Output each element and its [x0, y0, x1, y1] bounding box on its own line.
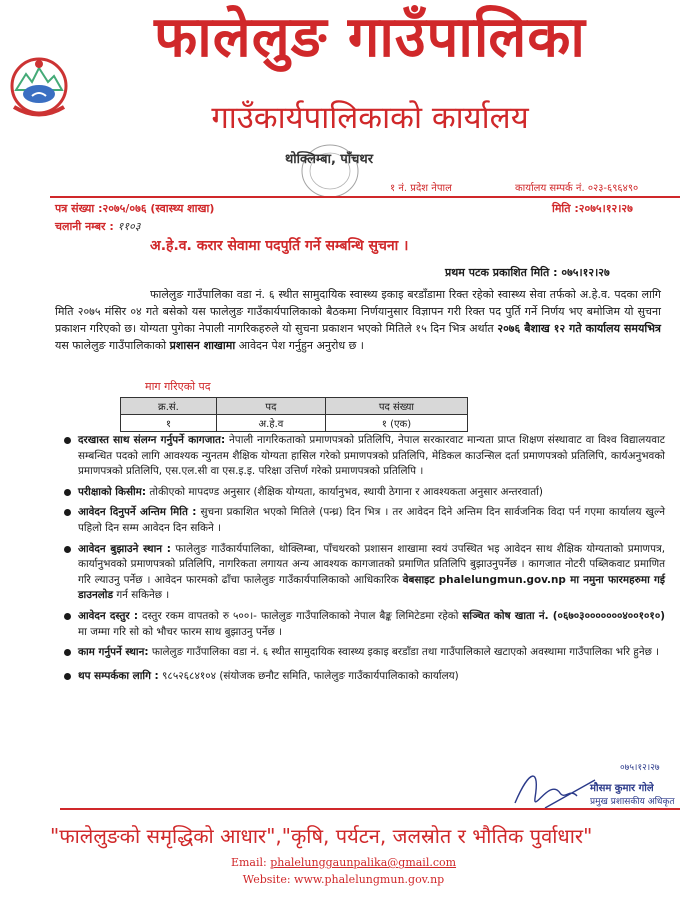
- nepal-emblem-logo: [8, 52, 70, 122]
- footer-slogan: "फालेलुङको समृद्धिको आधार","कृषि, पर्यटन, जलस्रोत र भौतिक पुर्वाधार": [50, 824, 593, 848]
- bullet-icon: [64, 649, 71, 656]
- cell-count: १ (एक): [325, 415, 467, 432]
- website-label: Website:: [242, 873, 291, 886]
- list-item: [60, 485, 665, 501]
- item-text: सुचना प्रकाशित भएको मितिले (पन्ध्र) दिन भित्र । तर आवेदन दिने अन्तिम दिन सार्वजनिक विदा पर्न गएमा कार्यालय खुल्ने पहिलो दिन सम्म आवेदन दिन सकिने ।: [78, 506, 665, 534]
- notice-body: [55, 286, 661, 354]
- footer-divider: [60, 808, 680, 810]
- body-text-2: यस फालेलुङ गाउँपालिकाको: [55, 339, 167, 352]
- item-website-text: वेबसाइट phalelungmun.gov.np मा नमुना फारमहरुमा गई डाउनलोड: [78, 573, 665, 602]
- bullet-icon: [64, 673, 71, 680]
- signatory-name: मौसम कुमार गोले: [590, 783, 654, 794]
- dispatch-number: [55, 219, 141, 234]
- item-text: दस्तुर रकम वापतको रु ५००।- फालेलुङ गाउँपालिकाको नेपाल बैङ्क लिमिटेडमा रहेको: [141, 609, 459, 622]
- body-admin-section: प्रशासन शाखामा: [169, 339, 236, 352]
- bullet-icon: [64, 546, 71, 553]
- item-text: नेपाली नागरिकताको प्रमाणपत्रको प्रतिलिपि, नेपाल सरकारवाट मान्यता प्राप्त शिक्षण संस्थावाट वा विश्व विद्यालयवाट सम्बन्धित पदको लागि आवश्यक न्युनतम शैक्षिक योग्यता हासिल गरेको प्रमाणपत्रको प्रतिलिपि, मेडिकल काउन्सिल दर्ता प्रमाणपत्रको प्रतिलिपि, कार्यअनुभवको प्रमाणपत्रको प्रतिलिपि, एस.एल.सी वा एस.इ.इ. परिक्षा उत्तिर्ण गरेको प्रमाणपत्रको प्रतिलिपि ।: [78, 434, 665, 478]
- body-text-1: फालेलुङ गाउँपालिका वडा नं. ६ स्थीत सामुदायिक स्वास्थ्य इकाइ बरडाँडामा रिक्त रहेको स्वास्थ्य सेवा तर्फको अ.हे.व. पदका लागि मिति २०७५ मंसिर ०४ गते बसेको यस फालेलुङ गाउँकार्यपालिकाको बैठकमा निर्णयानुसार विज्ञापन गरी रिक्त पद पुर्ति गर्ने निर्णय भए बमोजिम यो सुचना प्रकाशन गरिएको छ। योग्यता पुगेका नेपाली नागरिकहरुले यो सुचना प्रकाशन भएको मितिले १५ दिन भित्र अर्थात: [55, 288, 661, 335]
- item-text: ९८५२६८४१०४ (संयोजक छनौट समिति, फालेलुङ गाउँकार्यपालिकाको कार्यालय): [162, 669, 459, 682]
- list-item: [60, 542, 665, 604]
- bullet-icon: [64, 489, 71, 496]
- item-text-tail: गर्न सकिनेछ ।: [116, 589, 170, 602]
- list-item: [60, 669, 665, 685]
- email-label: Email:: [230, 856, 267, 869]
- item-account-text: सञ्चित कोष खाता नं. (०६७०३०००००००४००१०१०): [462, 609, 665, 622]
- requirement-list: [60, 433, 665, 689]
- item-text: फालेलुङ गाउँपालिका वडा नं. ६ स्थीत सामुदायिक स्वास्थ्य इकाइ बरडाँडा तथा गाउँपालिकाले खटाएको अवस्थामा गाउँपालिका भरि हुनेछ ।: [151, 646, 660, 659]
- item-label: आवेदन दिनुपर्ने अन्तिम मिति :: [78, 506, 197, 519]
- notice-heading: अ.हे.व. करार सेवामा पदपुर्ति गर्ने सम्बन्धि सुचना ।: [150, 238, 409, 254]
- cell-post: अ.हे.व: [216, 415, 325, 432]
- item-label: काम गर्नुपर्ने स्थान:: [78, 646, 149, 659]
- item-text: फालेलुङ गाउँकार्यपालिका, थोक्लिम्बा, पाँचथरको प्रशासन शाखामा स्वयं उपस्थित भइ आवेदन साथ शैक्षिक योग्यताको प्रमाणपत्र, कार्यानुभवको प्रमाणपत्रको प्रतिलिपि, नागरिकता लगायत अन्य आवश्यक कागजातको प्रमाणित प्रतिलिपि बुझाउनुपर्नेछ । कागजात नोटरी पब्लिकवाट प्रमाणित गरि ल्याउनु पर्नेछ । आवेदन फारमको ढाँचा फालेलुङ गाउँकार्यपालिकाको आधिकारिक: [78, 542, 666, 586]
- column-header-post: पद: [216, 398, 325, 415]
- website-link[interactable]: www.phalelungmun.gov.np: [294, 873, 445, 886]
- body-text-3: आवेदन पेश गर्नुहुन अनुरोध छ ।: [238, 339, 364, 352]
- bullet-icon: [64, 613, 71, 620]
- item-label: दरखास्त साथ संलग्न गर्नुपर्ने कागजात:: [78, 434, 226, 446]
- item-label: आवेदन बुझाउने स्थान :: [78, 542, 171, 555]
- list-item: [60, 433, 665, 480]
- bullet-icon: [64, 509, 71, 516]
- item-label: आवेदन दस्तुर :: [78, 609, 139, 622]
- item-text: तोकीएको मापदण्ड अनुसार (शैक्षिक योग्यता, कार्यानुभव, स्थायी ठेगाना र आवश्यकता अनुसार अन्तरवार्ता): [149, 485, 543, 498]
- column-header-sn: क्र.सं.: [121, 398, 217, 415]
- signatory-designation: प्रमुख प्रशासकीय अधिकृत: [590, 797, 675, 807]
- dispatch-number-label: चलानी नम्बर :: [55, 220, 114, 233]
- body-deadline: २०७६ बैशाख १२ गते कार्यालय समयभित्र: [497, 322, 662, 335]
- office-contact: कार्यालय सम्पर्क नं. ०२३-६९६४९०: [515, 183, 639, 194]
- footer-website-line: [0, 873, 687, 886]
- list-item: [60, 609, 665, 640]
- column-header-count: पद संख्या: [325, 398, 467, 415]
- cell-sn: १: [121, 415, 217, 432]
- dispatch-number-value: ११०३: [117, 220, 141, 233]
- first-published-date: प्रथम पटक प्रकाशित मिति : ०७५।१२।२७: [445, 266, 610, 279]
- header-divider: [50, 196, 680, 198]
- item-label: थप सम्पर्कका लागि :: [78, 669, 159, 682]
- municipality-title: फालेलुङ गाउँपालिका: [154, 5, 586, 70]
- signature-date: ०७५।१२।२७: [620, 763, 660, 773]
- office-subtitle: गाउँकार्यपालिकाको कार्यालय: [211, 100, 529, 136]
- reference-number: पत्र संख्या :२०७५/०७६ (स्वास्थ्य शाखा): [55, 202, 215, 215]
- table-row: [121, 415, 468, 432]
- list-item: [60, 505, 665, 536]
- bullet-icon: [64, 437, 71, 444]
- post-table: [120, 397, 468, 432]
- office-address: थोक्लिम्बा, पाँचथर: [285, 152, 374, 167]
- list-item: [60, 645, 665, 661]
- province-label: १ नं. प्रदेश नेपाल: [390, 183, 452, 194]
- letter-date: मिति :२०७५।१२।२७: [552, 202, 633, 215]
- item-label: परीक्षाको किसीम:: [78, 485, 147, 498]
- footer-email-line: [0, 856, 687, 869]
- email-link[interactable]: phalelunggaunpalika@gmail.com: [270, 856, 457, 869]
- demanded-post-label: माग गरिएको पद: [145, 380, 211, 393]
- table-header-row: [121, 398, 468, 415]
- item-text-tail: मा जम्मा गरि सो को भौचर फारम साथ बुझाउनु पर्नेछ ।: [78, 625, 283, 638]
